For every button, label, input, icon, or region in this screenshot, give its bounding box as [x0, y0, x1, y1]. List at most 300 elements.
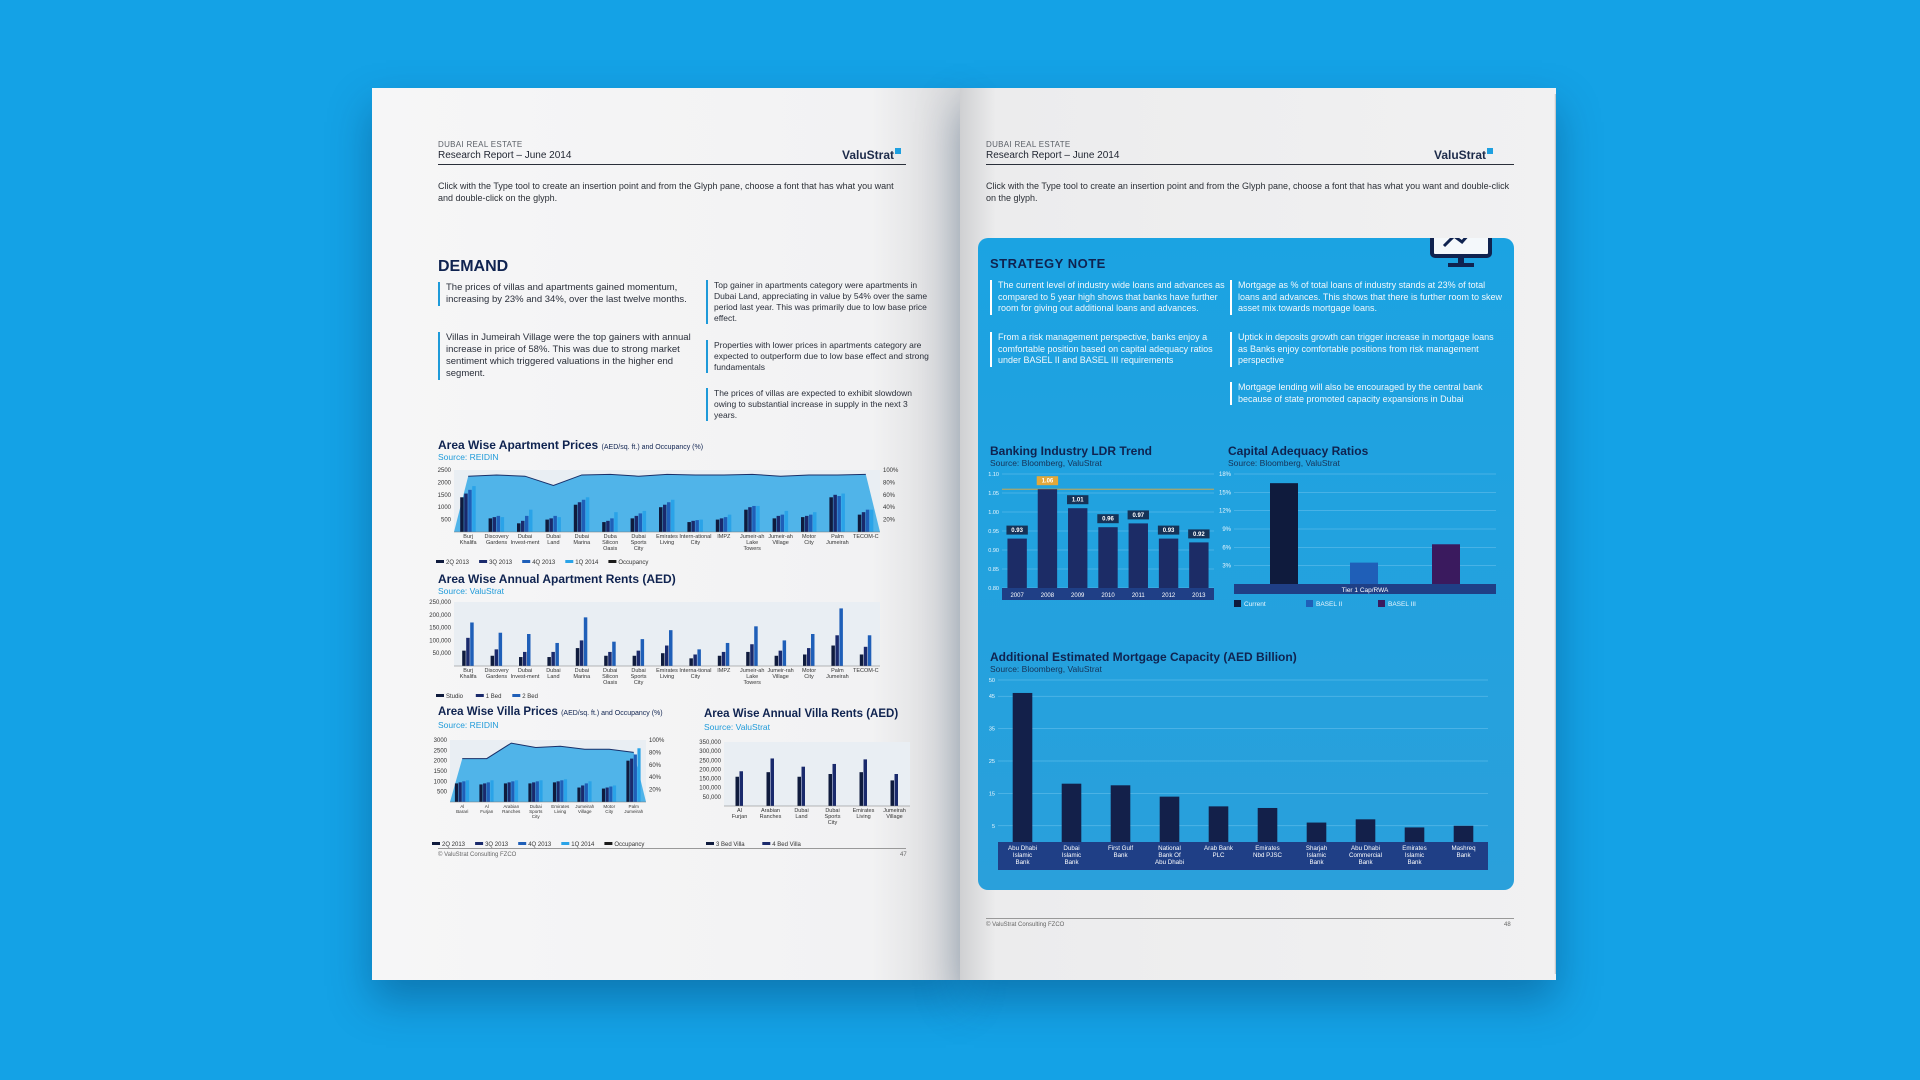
bar — [497, 516, 501, 532]
valustrat-logo — [842, 148, 901, 162]
bar — [720, 518, 724, 532]
apt-prices-title — [438, 438, 703, 452]
bar — [468, 490, 472, 532]
bar — [736, 777, 740, 806]
y-tick-label: 500 — [436, 789, 447, 796]
bar — [470, 622, 474, 666]
x-tick-label: Intern-ational City — [679, 534, 712, 546]
legend-label: 2Q 2013 — [442, 842, 466, 848]
legend-label: Current — [1244, 601, 1266, 608]
bar — [695, 520, 699, 532]
bar — [773, 518, 777, 532]
x-tick-label: Emirates Nbd PJSC — [1253, 845, 1282, 859]
legend-label: 3Q 2013 — [489, 560, 513, 566]
y-tick-label: 100,000 — [429, 638, 451, 645]
bar — [779, 651, 783, 666]
y-tick-label: 350,000 — [699, 740, 721, 746]
strategy-bullet-3: Mortgage as % of total loans of industry stands at 23% of total loans and advances. This shows that there is further room to skew asset mix towards mortgage loans. — [1230, 280, 1504, 315]
legend-swatch — [565, 560, 573, 563]
apt-prices-source: Source: REIDIN — [438, 452, 499, 462]
apt-prices-title-note: (AED/sq. ft.) and Occupancy (%) — [601, 444, 704, 451]
strategy-bullet-1: The current level of industry wide loans and advances as compared to 5 year high shows that banks have further room for giving out additional loans and advances. — [990, 280, 1226, 315]
y-tick-label: 45 — [988, 694, 995, 701]
bar — [667, 502, 671, 532]
footer-page-number: 48 — [1504, 922, 1511, 928]
bar — [718, 656, 722, 666]
y-tick-label: 18% — [1218, 472, 1231, 478]
bar — [807, 648, 811, 666]
demand-bullet-4: Properties with lower prices in apartments category are expected to outperform due to low base effect and strong fundamentals — [706, 340, 932, 373]
bar — [557, 517, 561, 532]
bar — [724, 517, 728, 532]
bar — [1160, 797, 1180, 842]
bar — [602, 789, 605, 802]
y-tick-label: 1000 — [433, 779, 447, 786]
x-tick-label: 2011 — [1131, 593, 1145, 599]
x-tick-label: Dubai Land — [546, 668, 561, 680]
footer-rule — [986, 918, 1514, 919]
x-tick-label: Jumeir-ah Lake Towers — [739, 668, 765, 686]
bar — [560, 780, 563, 802]
bar — [754, 626, 758, 666]
bar — [777, 516, 781, 532]
bar — [663, 505, 667, 532]
bar — [1258, 808, 1278, 842]
y-tick-label: 0.95 — [988, 529, 999, 535]
bar — [466, 638, 470, 666]
bar — [539, 780, 542, 802]
bar — [551, 652, 555, 666]
y-tick-label: 9% — [1222, 527, 1231, 533]
villa-prices-source: Source: REIDIN — [438, 720, 499, 730]
x-tick-label: Sharjah Islamic Bank — [1305, 845, 1328, 866]
y-tick-label: 5 — [991, 823, 995, 830]
x-tick-label: Tier 1 Cap/RWA — [1341, 587, 1389, 594]
x-tick-label: Dubai Sports City — [630, 668, 647, 686]
x-tick-label: Jumeir-ah Village — [768, 534, 793, 546]
legend-swatch — [1234, 600, 1241, 607]
x-tick-label: Al Furjan — [731, 808, 748, 820]
x-tick-label: Mashreq Bank — [1451, 845, 1476, 859]
bar — [585, 783, 588, 802]
bar — [462, 651, 466, 666]
bar — [529, 510, 533, 532]
data-label: 0.97 — [1132, 512, 1145, 519]
bar — [504, 783, 507, 802]
y2-tick-label: 40% — [883, 505, 896, 512]
bar — [785, 511, 789, 532]
y2-tick-label: 80% — [649, 750, 662, 757]
x-tick-label: 2009 — [1071, 593, 1085, 599]
x-tick-label: Burj Khalifa — [459, 534, 477, 546]
bar — [809, 515, 813, 532]
y-tick-label: 25 — [988, 759, 995, 765]
bar — [634, 754, 637, 802]
bar — [626, 761, 629, 802]
bar — [606, 788, 609, 802]
header-category: DUBAI REAL ESTATE — [438, 140, 523, 149]
bar — [501, 517, 505, 532]
bar — [839, 608, 843, 666]
page-edge — [1554, 94, 1556, 974]
strategy-note-panel — [978, 238, 1514, 890]
data-label: 0.93 — [1011, 528, 1023, 535]
x-tick-label: Motor City — [801, 534, 817, 546]
bar — [746, 652, 750, 666]
legend-label: Occupancy — [614, 842, 645, 848]
logo-flag-icon — [895, 148, 901, 154]
bar — [722, 652, 726, 666]
bar — [1129, 523, 1148, 588]
y-tick-label: 3000 — [433, 738, 447, 744]
x-tick-label: National Bank Of Abu Dhabi — [1155, 845, 1184, 866]
y-tick-label: 15% — [1218, 490, 1231, 497]
bar — [864, 759, 868, 806]
y2-tick-label: 60% — [649, 762, 662, 769]
bar — [767, 772, 771, 806]
strategy-bullet-5: Mortgage lending will also be encouraged by the central bank because of state promoted capacity expansions in Dubai — [1230, 382, 1504, 405]
x-tick-label: 2010 — [1101, 593, 1115, 599]
x-tick-label: 2012 — [1161, 593, 1176, 599]
x-tick-label: First Gulf Bank — [1107, 845, 1134, 859]
y-tick-label: 250,000 — [429, 600, 451, 606]
bar — [536, 781, 539, 802]
bar — [525, 516, 529, 532]
x-tick-label: 2008 — [1040, 593, 1055, 599]
y-tick-label: 1.00 — [988, 510, 999, 516]
x-tick-label: Emirates Living — [656, 668, 678, 680]
bar — [483, 783, 486, 802]
bar — [699, 520, 703, 532]
x-tick-label: Emirates Living — [551, 804, 570, 815]
demand-bullet-1: The prices of villas and apartments gained momentum, increasing by 23% and 34%, over the last twelve months. — [438, 282, 704, 306]
bar — [489, 518, 493, 532]
villa-prices-title-text: Area Wise Villa Prices — [438, 706, 558, 718]
bar — [665, 646, 669, 666]
y-tick-label: 50,000 — [702, 794, 721, 801]
legend-label: 4 Bed Villa — [772, 842, 801, 848]
car-chart — [1214, 466, 1504, 606]
bar — [490, 780, 493, 802]
x-tick-label: Dubai Marina — [573, 534, 591, 546]
apt-rents-chart — [414, 596, 914, 700]
demand-bullet-2: Villas in Jumeirah Village were the top gainers with annual increase in price of 58%. This was due to strong market sentiment which triggered valuations in the higher end segment. — [438, 332, 704, 380]
bar — [608, 652, 612, 666]
bar — [811, 634, 815, 666]
legend-swatch — [518, 842, 526, 845]
bar — [577, 788, 580, 802]
bar — [752, 506, 756, 532]
ldr-source: Source: Bloomberg, ValuStrat — [990, 458, 1102, 468]
x-tick-label: Arabian Ranches — [502, 804, 521, 815]
bar — [1405, 827, 1425, 842]
x-tick-label: Abu Dhabi Islamic Bank — [1008, 845, 1037, 866]
bar — [748, 507, 752, 532]
y2-tick-label: 100% — [883, 468, 899, 474]
bar — [609, 787, 612, 803]
bar — [528, 783, 531, 802]
bar — [604, 656, 608, 666]
header-category: DUBAI REAL ESTATE — [986, 140, 1071, 149]
villa-prices-chart — [414, 730, 684, 850]
legend-swatch — [512, 694, 520, 697]
bar — [783, 640, 787, 666]
y-tick-label: 0.90 — [988, 548, 999, 554]
bar — [580, 640, 584, 666]
footer-rule — [438, 848, 906, 849]
legend-swatch — [436, 694, 444, 697]
x-tick-label: Jumeir-ah Lake Towers — [739, 534, 765, 552]
x-tick-label: Dubai Islamic Bank — [1061, 845, 1082, 866]
mortgage-source: Source: Bloomberg, ValuStrat — [990, 664, 1102, 674]
bar — [803, 654, 807, 666]
magazine-spread — [372, 88, 1564, 980]
y-tick-label: 3% — [1222, 563, 1231, 570]
x-tick-label: Palm Jumeirah — [624, 804, 644, 815]
bar — [637, 651, 641, 666]
bar — [829, 497, 833, 532]
y2-tick-label: 100% — [649, 738, 665, 744]
data-label: 1.06 — [1041, 478, 1054, 485]
apt-rents-source: Source: ValuStrat — [438, 586, 504, 596]
bar — [515, 780, 518, 802]
y-tick-label: 12% — [1218, 508, 1231, 515]
bar — [1454, 826, 1474, 842]
bar — [716, 520, 720, 532]
y-tick-label: 300,000 — [699, 749, 721, 756]
x-tick-label: Arab Bank PLC — [1204, 845, 1233, 859]
plot-area — [724, 742, 910, 806]
bar — [833, 764, 837, 806]
legend-swatch — [432, 842, 440, 845]
y-tick-label: 100,000 — [699, 785, 721, 792]
intro-text: Click with the Type tool to create an insertion point and from the Glyph pane, choose a font that has what you want and double-click on the glyph. — [986, 181, 1510, 203]
bar — [891, 780, 895, 806]
bar — [687, 522, 691, 532]
apt-rents-title: Area Wise Annual Apartment Rents (AED) — [438, 572, 676, 586]
legend-swatch — [522, 560, 530, 563]
legend-label: BASEL III — [1388, 601, 1416, 608]
bar — [1307, 823, 1327, 842]
x-tick-label: Interna-tional City — [679, 668, 712, 680]
bar — [744, 510, 748, 532]
y2-tick-label: 80% — [883, 480, 896, 487]
bar — [639, 513, 643, 532]
bar — [610, 518, 614, 532]
x-tick-label: IMPZ — [717, 534, 731, 540]
x-tick-label: Emirates Living — [852, 808, 875, 820]
footer-copyright: © ValuStrat Consulting FZCO — [986, 922, 1065, 928]
bar — [1432, 544, 1460, 584]
bar — [553, 516, 557, 532]
x-tick-label: Discovery Gardens — [484, 534, 509, 546]
legend-swatch — [706, 842, 714, 845]
y-tick-label: 50 — [988, 678, 995, 684]
legend-label: 2Q 2013 — [446, 560, 470, 566]
intro-text: Click with the Type tool to create an insertion point and from the Glyph pane, choose a font that has what you want and double-click on the glyph. — [438, 181, 894, 203]
mortgage-title: Additional Estimated Mortgage Capacity (AED Billion) — [990, 650, 1297, 664]
y-tick-label: 1500 — [433, 769, 447, 775]
bar — [1007, 539, 1026, 588]
villa-prices-title-note: (AED/sq. ft.) and Occupancy (%) — [561, 710, 663, 717]
bar — [614, 512, 618, 532]
data-label: 0.92 — [1193, 531, 1205, 538]
bar — [472, 486, 476, 532]
bar — [781, 515, 785, 532]
x-tick-label: Jumeir-rah Village — [767, 668, 794, 680]
legend-swatch — [475, 842, 483, 845]
bar — [771, 758, 775, 806]
strategy-bullet-4: Uptick in deposits growth can trigger increase in mortgage loans as Banks enjoy comfortable positions from risk management perspective — [1230, 332, 1504, 367]
y-tick-label: 200,000 — [429, 612, 451, 619]
bar — [521, 521, 525, 532]
bar — [519, 657, 523, 666]
logo-text: ValuStrat — [1434, 148, 1487, 162]
bar — [728, 515, 732, 532]
bar — [479, 784, 482, 802]
x-tick-label: Dubai Sports City — [630, 534, 647, 552]
header-rule — [986, 164, 1514, 165]
header-rule — [438, 164, 906, 165]
bar — [1209, 806, 1229, 842]
bar — [813, 512, 817, 532]
bar — [671, 500, 675, 532]
y-tick-label: 50,000 — [432, 651, 451, 658]
bar — [802, 767, 806, 806]
bar — [517, 523, 521, 532]
x-tick-label: Dubai Sports City — [529, 804, 543, 820]
x-tick-label: Dubai Sports City — [824, 808, 841, 826]
y2-tick-label: 40% — [649, 775, 662, 782]
bar — [870, 510, 874, 532]
bar — [631, 518, 635, 532]
data-label: 0.96 — [1102, 516, 1114, 523]
x-tick-label: Dubai Silicon Oasis — [602, 668, 619, 686]
legend-label: 1Q 2014 — [571, 842, 595, 848]
logo-flag-icon — [1487, 148, 1493, 154]
y-tick-label: 35 — [988, 726, 995, 733]
bar — [643, 511, 647, 532]
y-tick-label: 2500 — [437, 468, 451, 474]
left-page — [372, 88, 960, 980]
bar — [466, 780, 469, 802]
bar — [630, 759, 633, 802]
y-tick-label: 150,000 — [699, 776, 721, 783]
x-tick-label: Dubai Marina — [573, 668, 591, 680]
legend-swatch — [476, 694, 484, 697]
bar — [455, 783, 458, 802]
bar — [602, 522, 606, 532]
logo-text: ValuStrat — [842, 148, 895, 162]
bar — [1038, 489, 1057, 588]
bar — [697, 649, 701, 666]
mortgage-chart — [982, 674, 1502, 884]
bar — [612, 642, 616, 666]
bar — [1159, 539, 1178, 588]
bar — [499, 633, 503, 666]
bar — [693, 654, 697, 666]
x-tick-label: Al Furjan — [480, 804, 494, 815]
bar — [1111, 785, 1131, 842]
y-tick-label: 200,000 — [699, 767, 721, 774]
x-tick-label: Dubai Land — [546, 534, 561, 546]
bar — [860, 772, 864, 806]
x-tick-label: Discovery Gardens — [484, 668, 509, 680]
y-tick-label: 250,000 — [699, 758, 721, 765]
y-tick-label: 0.85 — [988, 567, 999, 573]
bar — [1068, 508, 1087, 588]
bar — [1270, 483, 1298, 584]
legend-label: Studio — [446, 694, 464, 700]
y-tick-label: 1500 — [437, 492, 451, 499]
bar — [508, 782, 511, 802]
footer-page-number: 47 — [900, 852, 907, 858]
bar — [511, 781, 514, 802]
bar — [460, 497, 464, 532]
bar — [833, 495, 837, 532]
legend-swatch — [1378, 600, 1385, 607]
x-tick-label: Duba Silicon Oasis — [602, 534, 619, 552]
bar — [527, 634, 531, 666]
bar — [1189, 542, 1208, 588]
right-page — [960, 88, 1556, 980]
bar — [689, 658, 693, 666]
bar — [775, 656, 779, 666]
bar — [495, 649, 499, 666]
x-tick-label: Burj Khalifa — [459, 668, 477, 680]
bar — [555, 643, 559, 666]
bar — [493, 517, 497, 532]
x-tick-label: Motor City — [603, 804, 616, 815]
bar — [576, 648, 580, 666]
bar — [462, 781, 465, 802]
bar — [829, 774, 833, 806]
x-tick-label: Emirates Living — [656, 534, 678, 546]
x-tick-label: Jumeirah Village — [883, 808, 906, 820]
x-tick-label: Emirates Islamic Bank — [1402, 845, 1427, 866]
villa-rents-source: Source: ValuStrat — [704, 722, 770, 732]
y-tick-label: 1.10 — [988, 472, 999, 478]
bar — [1350, 563, 1378, 584]
y-tick-label: 15 — [988, 791, 995, 798]
legend-label: 4Q 2013 — [532, 560, 556, 566]
apt-prices-title-text: Area Wise Apartment Prices — [438, 438, 599, 452]
legend-swatch — [608, 560, 616, 563]
legend-swatch — [479, 560, 487, 563]
legend-swatch — [762, 842, 770, 845]
bar — [553, 782, 556, 802]
villa-rents-title: Area Wise Annual Villa Rents (AED) — [704, 708, 899, 720]
ldr-chart — [982, 466, 1222, 606]
bar — [545, 520, 549, 532]
bar — [661, 653, 665, 666]
x-tick-label: Abu Dhabi Commercial Bank — [1348, 845, 1383, 866]
bar — [633, 656, 637, 666]
bar — [837, 496, 841, 532]
bar — [581, 785, 584, 802]
x-tick-label: Palm Jumeirah — [826, 668, 849, 680]
bar — [756, 506, 760, 532]
bar — [1356, 819, 1376, 842]
x-tick-label: TECOM-C — [852, 668, 879, 674]
data-label: 0.93 — [1162, 528, 1175, 535]
x-tick-label: Jumeirah Village — [575, 804, 595, 815]
bar — [491, 656, 495, 666]
legend-swatch — [561, 842, 569, 845]
ldr-title: Banking Industry LDR Trend — [990, 444, 1153, 458]
bar — [740, 771, 744, 806]
legend-label: 4Q 2013 — [528, 842, 552, 848]
